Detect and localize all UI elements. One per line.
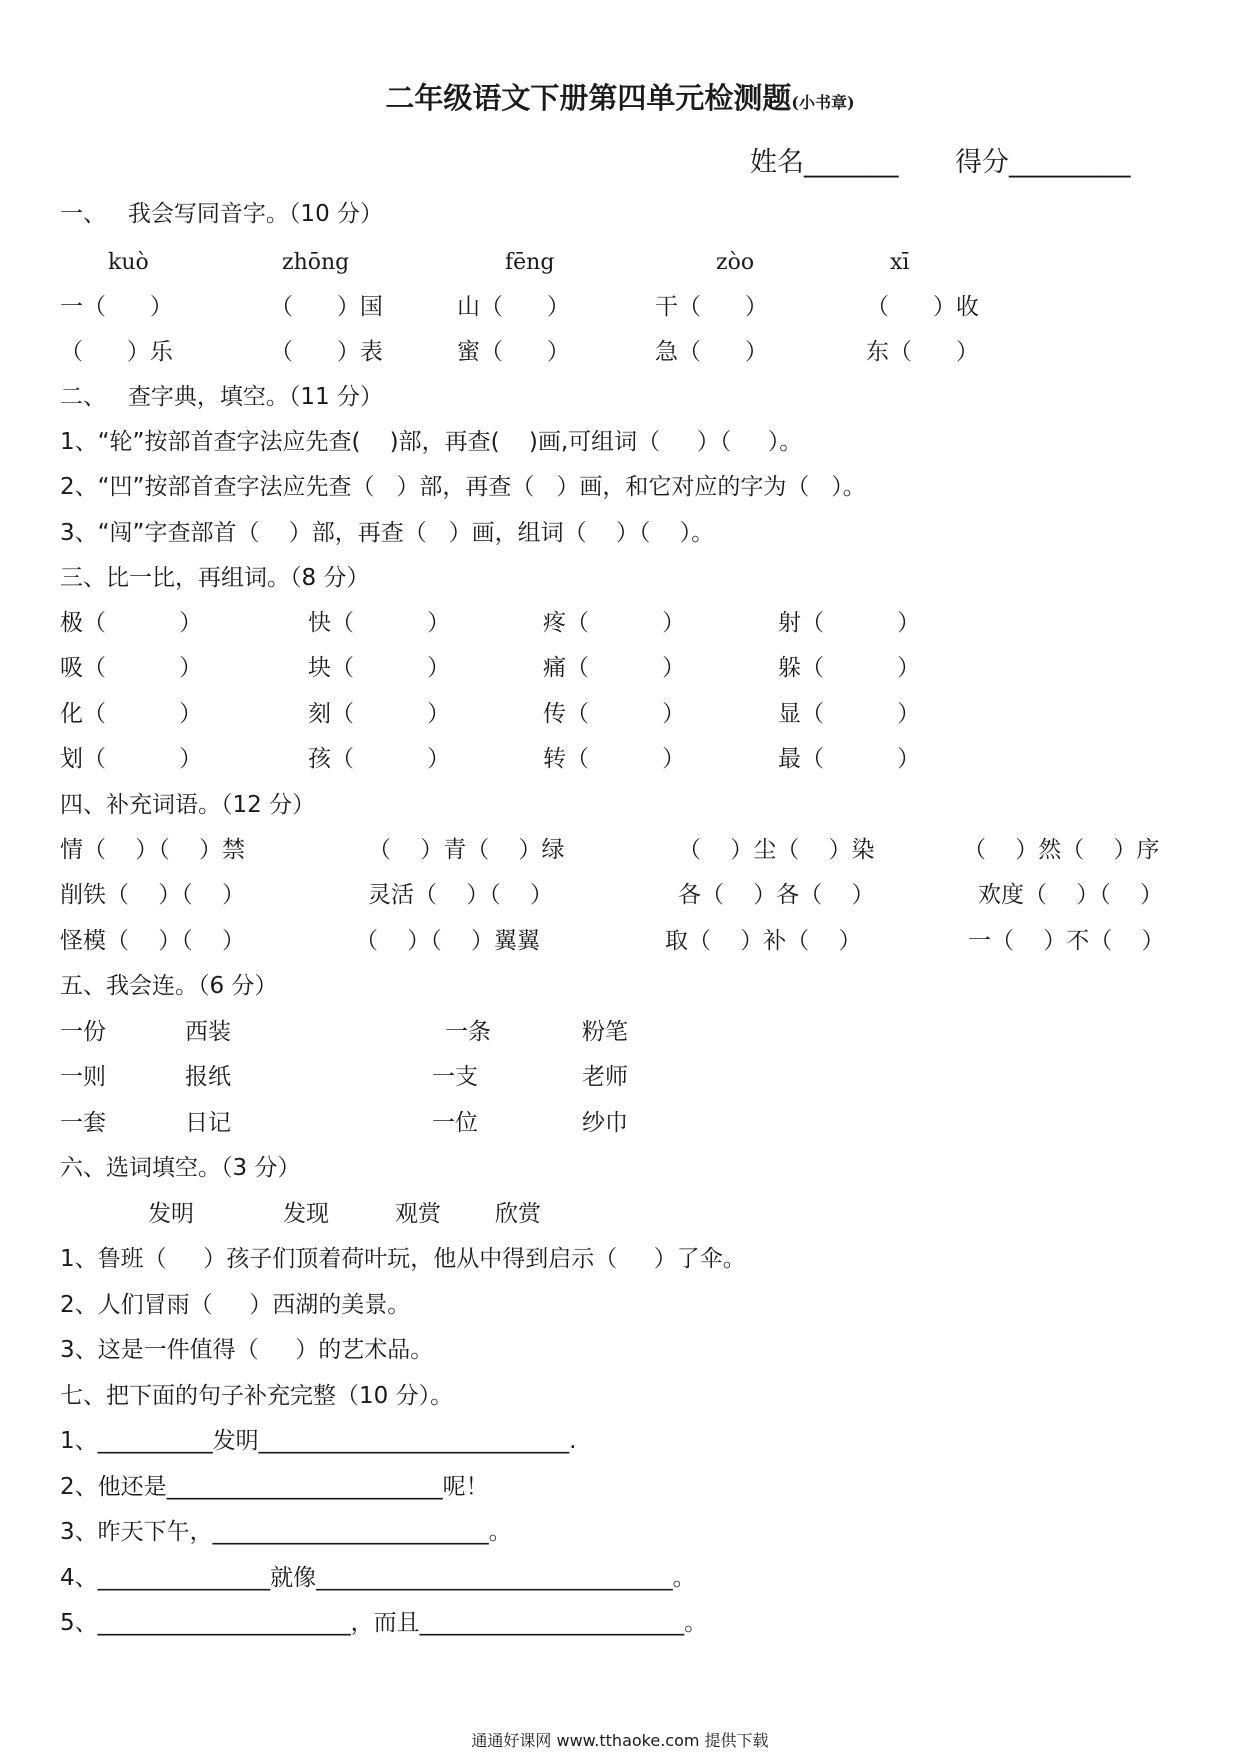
pinyin-4: zòo xyxy=(716,250,755,275)
title-tag: (小书章) xyxy=(791,93,855,112)
s7-question: 1、__________发明___________________________. xyxy=(60,1428,577,1454)
section-5-heading: 五、我会连。（6 分） xyxy=(60,973,278,999)
section-1-heading: 一、 我会写同音字。（10 分） xyxy=(60,201,384,227)
s4-item: 灵活（ ）（ ） xyxy=(368,882,553,908)
pinyin-3: fēng xyxy=(505,250,555,275)
s7-question: 4、_______________就像_______________________________。 xyxy=(60,1565,696,1591)
s3-item: 射（ ） xyxy=(778,610,921,636)
section-4-heading: 四、补充词语。（12 分） xyxy=(60,792,316,818)
s4-item: 各（ ）各（ ） xyxy=(678,882,875,908)
s3-item: 疼（ ） xyxy=(543,610,686,636)
s4-item: 怪模（ ）（ ） xyxy=(60,928,245,954)
s4-item: 欢度（ ）（ ） xyxy=(978,882,1163,908)
s5-noun: 日记 xyxy=(185,1110,231,1136)
s4-item: 削铁（ ）（ ） xyxy=(60,882,245,908)
s5-measure: 一位 xyxy=(432,1110,478,1136)
page-title: 二年级语文下册第四单元检测题(小书章) xyxy=(385,81,855,115)
s2-question: 3、“闯”字查部首（ ）部，再查（ ）画，组词（ ）（ ）。 xyxy=(60,520,715,546)
s3-item: 吸（ ） xyxy=(60,655,203,681)
pinyin-2: zhōng xyxy=(282,250,350,275)
s3-item: 孩（ ） xyxy=(308,746,451,772)
s1-item: （ ）收 xyxy=(866,294,979,320)
s1-item: 一（ ） xyxy=(60,294,173,320)
s3-item: 最（ ） xyxy=(778,746,921,772)
s4-item: （ ）然（ ）序 xyxy=(963,837,1160,863)
s3-item: 刻（ ） xyxy=(308,701,451,727)
s5-measure: 一支 xyxy=(432,1064,478,1090)
s5-measure: 一则 xyxy=(60,1064,106,1090)
s4-item: （ ）尘（ ）染 xyxy=(678,837,875,863)
s4-item: （ ）青（ ）绿 xyxy=(368,837,565,863)
s3-item: 转（ ） xyxy=(543,746,686,772)
s2-question: 1、“轮”按部首查字法应先查( )部，再查( )画,可组词（ ）（ ）。 xyxy=(60,429,803,455)
s3-item: 快（ ） xyxy=(308,610,451,636)
s3-item: 显（ ） xyxy=(778,701,921,727)
s5-measure: 一套 xyxy=(60,1110,106,1136)
s3-item: 传（ ） xyxy=(543,701,686,727)
s6-question: 1、鲁班（ ）孩子们顶着荷叶玩，他从中得到启示（ ）了伞。 xyxy=(60,1246,746,1272)
s1-item: 东（ ） xyxy=(866,339,979,365)
section-7-heading: 七、把下面的句子补充完整（10 分）。 xyxy=(60,1383,454,1409)
s6-word: 发明 xyxy=(148,1201,194,1227)
s4-item: 一（ ）不（ ） xyxy=(968,928,1165,954)
s7-question: 2、他还是________________________呢！ xyxy=(60,1474,489,1500)
s1-item: 干（ ） xyxy=(655,294,768,320)
s5-noun: 老师 xyxy=(582,1064,628,1090)
s1-item: （ ）乐 xyxy=(60,339,173,365)
s5-noun: 报纸 xyxy=(185,1064,231,1090)
s3-item: 化（ ） xyxy=(60,701,203,727)
s4-item: 取（ ）补（ ） xyxy=(665,928,862,954)
name-field: 姓名_______ xyxy=(750,147,899,178)
s3-item: 躲（ ） xyxy=(778,655,921,681)
s4-item: （ ）（ ）翼翼 xyxy=(355,928,540,954)
s1-item: （ ）国 xyxy=(270,294,383,320)
s7-question: 3、昨天下午，________________________。 xyxy=(60,1519,512,1545)
s3-item: 痛（ ） xyxy=(543,655,686,681)
s3-item: 块（ ） xyxy=(308,655,451,681)
section-3-heading: 三、比一比，再组词。（8 分） xyxy=(60,565,370,591)
s1-item: 蜜（ ） xyxy=(457,339,570,365)
s5-noun: 纱巾 xyxy=(582,1110,628,1136)
s6-word: 观赏 xyxy=(395,1201,441,1227)
s5-measure: 一份 xyxy=(60,1019,106,1045)
section-2-heading: 二、 查字典，填空。（11 分） xyxy=(60,384,384,410)
s6-question: 2、人们冒雨（ ）西湖的美景。 xyxy=(60,1292,411,1318)
pinyin-5: xī xyxy=(890,250,910,275)
section-6-heading: 六、选词填空。（3 分） xyxy=(60,1155,301,1181)
s5-noun: 西装 xyxy=(185,1019,231,1045)
footer-source: 通通好课网 www.tthaoke.com 提供下载 xyxy=(471,1731,769,1750)
s3-item: 划（ ） xyxy=(60,746,203,772)
score-field: 得分_________ xyxy=(955,147,1131,178)
s6-word: 发现 xyxy=(283,1201,329,1227)
pinyin-1: kuò xyxy=(108,250,149,275)
s6-question: 3、这是一件值得（ ）的艺术品。 xyxy=(60,1337,434,1363)
s6-word: 欣赏 xyxy=(495,1201,541,1227)
s4-item: 情（ ）（ ）禁 xyxy=(60,837,245,863)
s2-question: 2、“凹”按部首查字法应先查（ ）部，再查（ ）画，和它对应的字为（ ）。 xyxy=(60,474,866,500)
s5-noun: 粉笔 xyxy=(582,1019,628,1045)
s5-measure: 一条 xyxy=(445,1019,491,1045)
s3-item: 极（ ） xyxy=(60,610,203,636)
s1-item: 急（ ） xyxy=(655,339,768,365)
s7-question: 5、______________________，而且_______________________。 xyxy=(60,1610,708,1636)
s1-item: 山（ ） xyxy=(457,294,570,320)
s1-item: （ ）表 xyxy=(270,339,383,365)
